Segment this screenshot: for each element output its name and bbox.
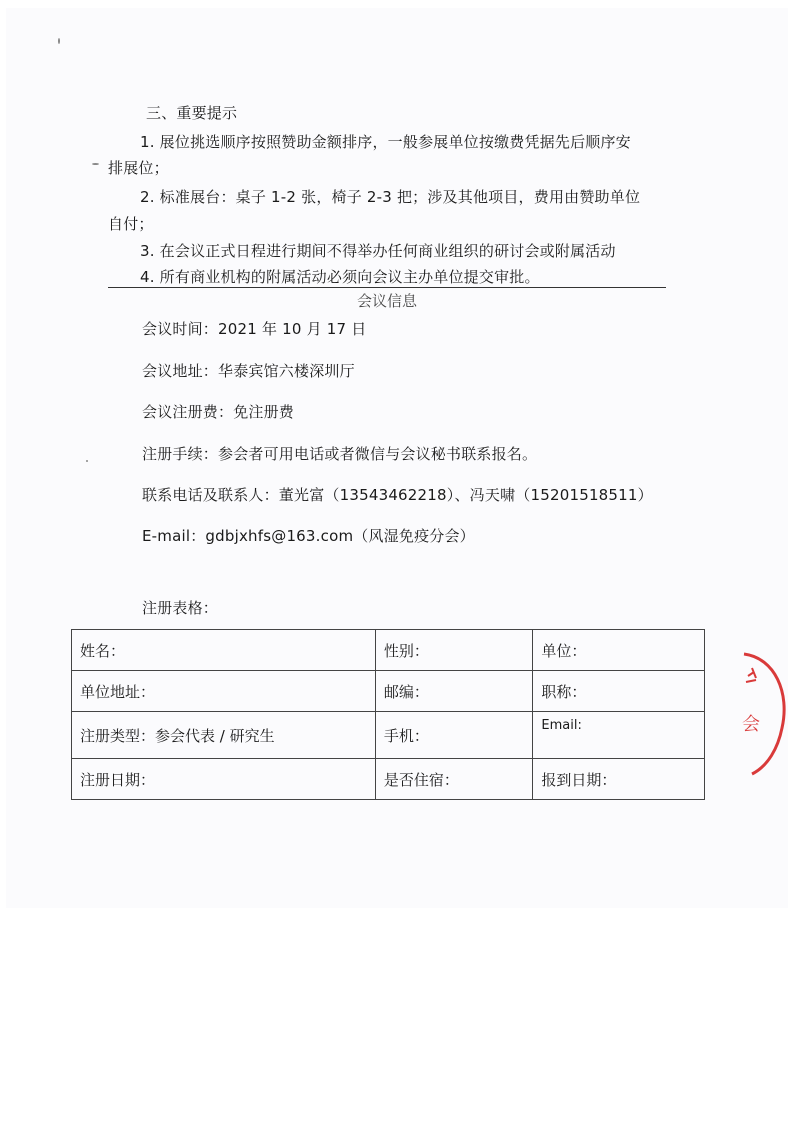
field-registration-date: 注册日期： [72, 759, 376, 800]
seal-char: 会 [742, 714, 760, 735]
notice-item-2-line-1: 2. 标准展台：桌子 1-2 张，椅子 2-3 把；涉及其他项目，费用由赞助单位 [140, 188, 641, 206]
notice-heading: 三、重要提示 [146, 104, 238, 122]
field-organization: 单位： [533, 630, 705, 671]
registration-table [71, 629, 705, 800]
field-postcode: 邮编： [375, 671, 533, 712]
field-job-title: 职称： [533, 671, 705, 712]
field-mobile: 手机： [375, 712, 533, 759]
meeting-contacts: 联系电话及联系人：董光富（13543462218）、冯天啸（15201518511） [142, 486, 653, 504]
notice-item-2-line-2: 自付； [108, 215, 154, 233]
table-row [72, 759, 705, 800]
section-divider [108, 287, 666, 288]
form-title: 注册表格： [142, 599, 219, 617]
notice-item-1-line-2: 排展位； [108, 159, 169, 177]
table-row [72, 630, 705, 671]
field-name: 姓名： [72, 630, 376, 671]
scan-speck [86, 460, 88, 462]
meeting-time: 会议时间：2021 年 10 月 17 日 [142, 320, 367, 338]
table-row [72, 712, 705, 759]
notice-item-1-line-1: 1. 展位挑选顺序按照赞助金额排序，一般参展单位按缴费凭据先后顺序安 [140, 133, 631, 151]
notice-item-4: 4. 所有商业机构的附属活动必须向会议主办单位提交审批。 [140, 268, 540, 286]
meeting-location: 会议地址：华泰宾馆六楼深圳厅 [142, 362, 355, 380]
field-email: Email: [533, 712, 705, 759]
field-registration-type: 注册类型：参会代表 / 研究生 [72, 712, 376, 759]
scan-speck [58, 38, 60, 44]
red-seal-stamp-icon [730, 648, 790, 778]
meeting-info-title: 会议信息 [356, 292, 417, 310]
field-organization-address: 单位地址： [72, 671, 376, 712]
meeting-procedure: 注册手续：参会者可用电话或者微信与会议秘书联系报名。 [142, 445, 538, 463]
field-accommodation: 是否住宿： [375, 759, 533, 800]
meeting-email: E-mail：gdbjxhfs@163.com（风湿免疫分会） [142, 527, 475, 545]
field-gender: 性别： [375, 630, 533, 671]
table-row [72, 671, 705, 712]
field-checkin-date: 报到日期： [533, 759, 705, 800]
notice-item-3: 3. 在会议正式日程进行期间不得举办任何商业组织的研讨会或附属活动 [140, 242, 616, 260]
meeting-fee: 会议注册费：免注册费 [142, 403, 295, 421]
scan-speck [92, 163, 99, 165]
